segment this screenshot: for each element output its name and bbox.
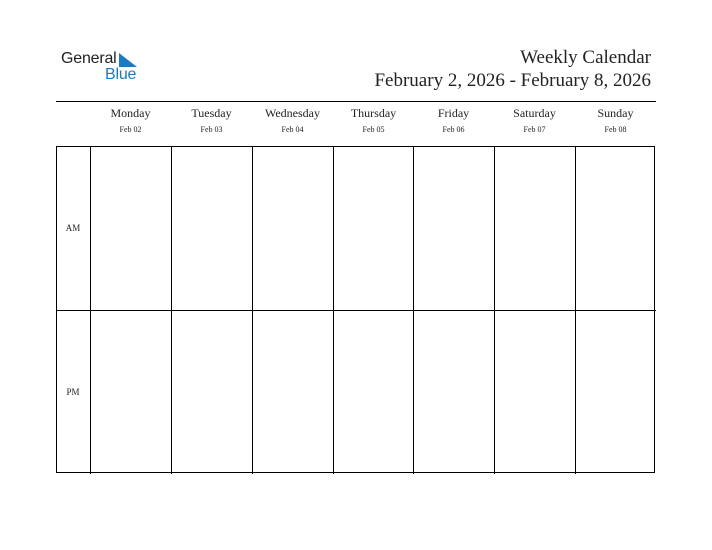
- day-header-friday: [413, 106, 494, 135]
- day-name: Tuesday: [191, 106, 232, 120]
- day-name: Thursday: [350, 106, 397, 120]
- day-name: Monday: [110, 106, 151, 120]
- logo-text-blue: Blue: [105, 66, 137, 83]
- day-date: Feb 05: [362, 125, 385, 134]
- slot-wednesday-am[interactable]: [253, 147, 333, 310]
- slot-wednesday-pm[interactable]: [253, 311, 333, 473]
- day-header-tuesday: [171, 106, 252, 135]
- date-range: February 2, 2026 - February 8, 2026: [374, 70, 651, 91]
- day-date: Feb 06: [442, 125, 465, 134]
- day-header-thursday: [333, 106, 414, 135]
- calendar-header: [374, 47, 651, 92]
- slot-saturday-pm[interactable]: [495, 311, 575, 473]
- brand-logo: [61, 50, 151, 86]
- page-title: Weekly Calendar: [520, 47, 651, 68]
- day-date: Feb 03: [200, 125, 223, 134]
- slot-friday-pm[interactable]: [414, 311, 494, 473]
- period-label-pm: PM: [66, 387, 80, 397]
- slot-monday-am[interactable]: [91, 147, 171, 310]
- day-header-wednesday: [252, 106, 333, 135]
- slot-thursday-pm[interactable]: [334, 311, 413, 473]
- day-name: Sunday: [597, 106, 634, 120]
- logo-text-general: General: [61, 50, 117, 67]
- day-name: Wednesday: [264, 106, 320, 120]
- day-date: Feb 04: [281, 125, 304, 134]
- slot-thursday-am[interactable]: [334, 147, 413, 310]
- slot-tuesday-pm[interactable]: [172, 311, 252, 473]
- day-header-monday: [90, 106, 171, 135]
- day-date: Feb 07: [523, 125, 546, 134]
- slot-monday-pm[interactable]: [91, 311, 171, 473]
- day-header-saturday: [494, 106, 575, 135]
- slot-sunday-am[interactable]: [576, 147, 654, 310]
- slot-tuesday-am[interactable]: [172, 147, 252, 310]
- slot-friday-am[interactable]: [414, 147, 494, 310]
- day-date: Feb 02: [119, 125, 142, 134]
- logo-triangle-icon: [119, 53, 137, 67]
- slot-saturday-am[interactable]: [495, 147, 575, 310]
- slot-sunday-pm[interactable]: [576, 311, 654, 473]
- day-name: Saturday: [513, 106, 556, 120]
- day-header-sunday: [575, 106, 656, 135]
- day-date: Feb 08: [604, 125, 627, 134]
- header-divider: [56, 101, 656, 102]
- period-label-am: AM: [65, 223, 81, 233]
- day-name: Friday: [437, 106, 470, 120]
